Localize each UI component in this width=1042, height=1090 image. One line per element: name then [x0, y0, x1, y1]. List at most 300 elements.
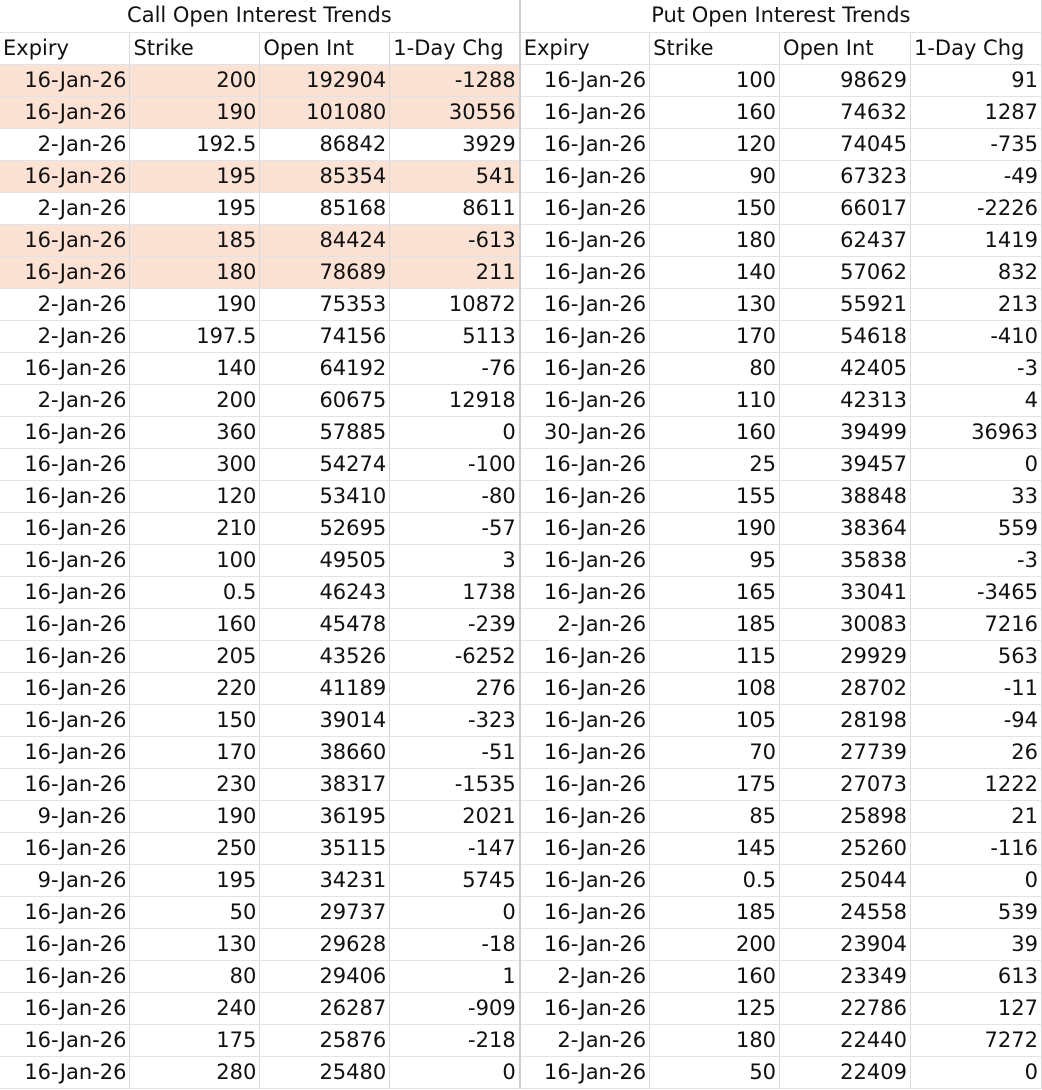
put-open-int-cell[interactable]: 27073 — [780, 768, 911, 800]
call-1-day-chg-cell[interactable]: 276 — [390, 672, 520, 704]
call-strike-cell[interactable]: 80 — [130, 960, 260, 992]
put-strike-cell[interactable]: 160 — [650, 960, 780, 992]
call-strike-cell[interactable]: 192.5 — [130, 128, 260, 160]
table-row — [0, 64, 1042, 96]
put-1-day-chg-cell[interactable]: 7216 — [910, 608, 1041, 640]
call-expiry-cell[interactable]: 16-Jan-26 — [0, 224, 130, 256]
put-1-day-chg-cell[interactable]: 0 — [910, 1056, 1041, 1088]
put-strike-cell[interactable]: 170 — [650, 320, 780, 352]
put-expiry-cell[interactable]: 16-Jan-26 — [520, 384, 650, 416]
call-1-day-chg-cell[interactable]: 211 — [390, 256, 520, 288]
put-open-int-cell[interactable]: 54618 — [780, 320, 911, 352]
table-row — [0, 992, 1042, 1024]
call-open-int-cell[interactable]: 86842 — [260, 128, 390, 160]
put-open-int-cell[interactable]: 22786 — [780, 992, 911, 1024]
call-open-int-cell[interactable]: 43526 — [260, 640, 390, 672]
put-expiry-cell[interactable]: 16-Jan-26 — [520, 928, 650, 960]
put-1-day-chg-cell[interactable]: -11 — [910, 672, 1041, 704]
call-strike-cell[interactable]: 140 — [130, 352, 260, 384]
call-open-int-cell[interactable]: 29628 — [260, 928, 390, 960]
put-expiry-cell[interactable]: 16-Jan-26 — [520, 224, 650, 256]
put-strike-cell[interactable]: 190 — [650, 512, 780, 544]
put-1-day-chg-cell[interactable]: -3 — [910, 352, 1041, 384]
call-strike-cell[interactable]: 195 — [130, 192, 260, 224]
call-1-day-chg-cell[interactable]: -1535 — [390, 768, 520, 800]
put-expiry-cell[interactable]: 16-Jan-26 — [520, 256, 650, 288]
put-header-strike[interactable]: Strike — [650, 32, 780, 64]
put-strike-cell[interactable]: 120 — [650, 128, 780, 160]
put-title[interactable]: Put Open Interest Trends — [520, 0, 1042, 32]
put-expiry-cell[interactable]: 16-Jan-26 — [520, 128, 650, 160]
call-header-open-int[interactable]: Open Int — [260, 32, 390, 64]
call-strike-cell[interactable]: 100 — [130, 544, 260, 576]
table-row — [0, 384, 1042, 416]
call-expiry-cell[interactable]: 16-Jan-26 — [0, 672, 130, 704]
table-row — [0, 1024, 1042, 1056]
put-1-day-chg-cell[interactable]: 1419 — [910, 224, 1041, 256]
call-1-day-chg-cell[interactable]: -613 — [390, 224, 520, 256]
put-strike-cell[interactable]: 95 — [650, 544, 780, 576]
put-expiry-cell[interactable]: 16-Jan-26 — [520, 832, 650, 864]
call-1-day-chg-cell[interactable]: -6252 — [390, 640, 520, 672]
table-row — [0, 672, 1042, 704]
put-expiry-cell[interactable]: 16-Jan-26 — [520, 480, 650, 512]
put-open-int-cell[interactable]: 28198 — [780, 704, 911, 736]
put-strike-cell[interactable]: 180 — [650, 1024, 780, 1056]
put-strike-cell[interactable]: 165 — [650, 576, 780, 608]
call-open-int-cell[interactable]: 39014 — [260, 704, 390, 736]
call-expiry-cell[interactable]: 9-Jan-26 — [0, 800, 130, 832]
table-row — [0, 800, 1042, 832]
call-strike-cell[interactable]: 210 — [130, 512, 260, 544]
call-strike-cell[interactable]: 150 — [130, 704, 260, 736]
call-open-int-cell[interactable]: 29737 — [260, 896, 390, 928]
put-open-int-cell[interactable]: 74632 — [780, 96, 911, 128]
put-open-int-cell[interactable]: 28702 — [780, 672, 911, 704]
put-expiry-cell[interactable]: 16-Jan-26 — [520, 640, 650, 672]
call-expiry-cell[interactable]: 16-Jan-26 — [0, 960, 130, 992]
table-row — [0, 768, 1042, 800]
put-1-day-chg-cell[interactable]: 26 — [910, 736, 1041, 768]
call-open-int-cell[interactable]: 84424 — [260, 224, 390, 256]
call-strike-cell[interactable]: 160 — [130, 608, 260, 640]
put-1-day-chg-cell[interactable]: -3 — [910, 544, 1041, 576]
put-open-int-cell[interactable]: 23904 — [780, 928, 911, 960]
put-1-day-chg-cell[interactable]: 33 — [910, 480, 1041, 512]
call-title[interactable]: Call Open Interest Trends — [0, 0, 520, 32]
put-strike-cell[interactable]: 105 — [650, 704, 780, 736]
put-strike-cell[interactable]: 150 — [650, 192, 780, 224]
call-open-int-cell[interactable]: 26287 — [260, 992, 390, 1024]
put-1-day-chg-cell[interactable]: 213 — [910, 288, 1041, 320]
put-strike-cell[interactable]: 50 — [650, 1056, 780, 1088]
put-expiry-cell[interactable]: 16-Jan-26 — [520, 448, 650, 480]
put-open-int-cell[interactable]: 25044 — [780, 864, 911, 896]
call-open-int-cell[interactable]: 46243 — [260, 576, 390, 608]
call-expiry-cell[interactable]: 2-Jan-26 — [0, 128, 130, 160]
call-1-day-chg-cell[interactable]: -76 — [390, 352, 520, 384]
put-strike-cell[interactable]: 180 — [650, 224, 780, 256]
call-1-day-chg-cell[interactable]: -218 — [390, 1024, 520, 1056]
put-1-day-chg-cell[interactable]: 36963 — [910, 416, 1041, 448]
table-row — [0, 736, 1042, 768]
put-expiry-cell[interactable]: 16-Jan-26 — [520, 192, 650, 224]
put-1-day-chg-cell[interactable]: 39 — [910, 928, 1041, 960]
table-row — [0, 864, 1042, 896]
put-expiry-cell[interactable]: 16-Jan-26 — [520, 288, 650, 320]
table-row — [0, 96, 1042, 128]
table-row — [0, 192, 1042, 224]
call-open-int-cell[interactable]: 25876 — [260, 1024, 390, 1056]
call-strike-cell[interactable]: 190 — [130, 800, 260, 832]
table-row — [0, 224, 1042, 256]
put-header-expiry[interactable]: Expiry — [520, 32, 650, 64]
call-open-int-cell[interactable]: 192904 — [260, 64, 390, 96]
table-row — [0, 608, 1042, 640]
put-expiry-cell[interactable]: 16-Jan-26 — [520, 160, 650, 192]
call-1-day-chg-cell[interactable]: -147 — [390, 832, 520, 864]
put-open-int-cell[interactable]: 39499 — [780, 416, 911, 448]
call-strike-cell[interactable]: 300 — [130, 448, 260, 480]
table-row — [0, 160, 1042, 192]
call-strike-cell[interactable]: 195 — [130, 864, 260, 896]
call-strike-cell[interactable]: 280 — [130, 1056, 260, 1088]
call-expiry-cell[interactable]: 9-Jan-26 — [0, 864, 130, 896]
call-1-day-chg-cell[interactable]: 5745 — [390, 864, 520, 896]
put-strike-cell[interactable]: 0.5 — [650, 864, 780, 896]
put-1-day-chg-cell[interactable]: 4 — [910, 384, 1041, 416]
put-open-int-cell[interactable]: 24558 — [780, 896, 911, 928]
put-strike-cell[interactable]: 155 — [650, 480, 780, 512]
put-strike-cell[interactable]: 90 — [650, 160, 780, 192]
call-strike-cell[interactable]: 195 — [130, 160, 260, 192]
put-expiry-cell[interactable]: 16-Jan-26 — [520, 704, 650, 736]
table-row — [0, 896, 1042, 928]
call-strike-cell[interactable]: 190 — [130, 96, 260, 128]
call-expiry-cell[interactable]: 16-Jan-26 — [0, 768, 130, 800]
put-1-day-chg-cell[interactable]: 0 — [910, 864, 1041, 896]
put-open-int-cell[interactable]: 23349 — [780, 960, 911, 992]
call-1-day-chg-cell[interactable]: 541 — [390, 160, 520, 192]
call-open-int-cell[interactable]: 38660 — [260, 736, 390, 768]
put-open-int-cell[interactable]: 42405 — [780, 352, 911, 384]
call-expiry-cell[interactable]: 16-Jan-26 — [0, 64, 130, 96]
call-expiry-cell[interactable]: 16-Jan-26 — [0, 832, 130, 864]
table-row — [0, 288, 1042, 320]
table-row — [0, 256, 1042, 288]
call-expiry-cell[interactable]: 16-Jan-26 — [0, 256, 130, 288]
call-expiry-cell[interactable]: 16-Jan-26 — [0, 736, 130, 768]
put-1-day-chg-cell[interactable]: 563 — [910, 640, 1041, 672]
call-open-int-cell[interactable]: 78689 — [260, 256, 390, 288]
call-open-int-cell[interactable]: 45478 — [260, 608, 390, 640]
call-strike-cell[interactable]: 360 — [130, 416, 260, 448]
put-open-int-cell[interactable]: 67323 — [780, 160, 911, 192]
put-1-day-chg-cell[interactable]: -2226 — [910, 192, 1041, 224]
put-strike-cell[interactable]: 85 — [650, 800, 780, 832]
put-strike-cell[interactable]: 70 — [650, 736, 780, 768]
table-row — [0, 576, 1042, 608]
call-strike-cell[interactable]: 190 — [130, 288, 260, 320]
call-expiry-cell[interactable]: 16-Jan-26 — [0, 576, 130, 608]
call-1-day-chg-cell[interactable]: 0 — [390, 416, 520, 448]
put-expiry-cell[interactable]: 16-Jan-26 — [520, 64, 650, 96]
header-row — [0, 32, 1042, 64]
put-strike-cell[interactable]: 200 — [650, 928, 780, 960]
put-open-int-cell[interactable]: 33041 — [780, 576, 911, 608]
call-expiry-cell[interactable]: 16-Jan-26 — [0, 352, 130, 384]
put-strike-cell[interactable]: 175 — [650, 768, 780, 800]
call-strike-cell[interactable]: 197.5 — [130, 320, 260, 352]
put-expiry-cell[interactable]: 16-Jan-26 — [520, 896, 650, 928]
table-row — [0, 832, 1042, 864]
call-strike-cell[interactable]: 220 — [130, 672, 260, 704]
put-expiry-cell[interactable]: 16-Jan-26 — [520, 800, 650, 832]
put-1-day-chg-cell[interactable]: 127 — [910, 992, 1041, 1024]
call-expiry-cell[interactable]: 16-Jan-26 — [0, 896, 130, 928]
put-expiry-cell[interactable]: 16-Jan-26 — [520, 864, 650, 896]
call-expiry-cell[interactable]: 2-Jan-26 — [0, 384, 130, 416]
call-open-int-cell[interactable]: 85168 — [260, 192, 390, 224]
call-open-int-cell[interactable]: 53410 — [260, 480, 390, 512]
put-1-day-chg-cell[interactable]: -94 — [910, 704, 1041, 736]
put-strike-cell[interactable]: 130 — [650, 288, 780, 320]
call-strike-cell[interactable]: 175 — [130, 1024, 260, 1056]
call-expiry-cell[interactable]: 16-Jan-26 — [0, 928, 130, 960]
call-1-day-chg-cell[interactable]: -80 — [390, 480, 520, 512]
put-1-day-chg-cell[interactable]: 0 — [910, 448, 1041, 480]
call-strike-cell[interactable]: 250 — [130, 832, 260, 864]
table-row — [0, 320, 1042, 352]
call-strike-cell[interactable]: 185 — [130, 224, 260, 256]
call-1-day-chg-cell[interactable]: -51 — [390, 736, 520, 768]
put-1-day-chg-cell[interactable]: 613 — [910, 960, 1041, 992]
call-expiry-cell[interactable]: 16-Jan-26 — [0, 704, 130, 736]
put-open-int-cell[interactable]: 39457 — [780, 448, 911, 480]
table-row — [0, 448, 1042, 480]
call-expiry-cell[interactable]: 16-Jan-26 — [0, 992, 130, 1024]
call-strike-cell[interactable]: 205 — [130, 640, 260, 672]
put-open-int-cell[interactable]: 57062 — [780, 256, 911, 288]
call-open-int-cell[interactable]: 36195 — [260, 800, 390, 832]
put-1-day-chg-cell[interactable]: 1222 — [910, 768, 1041, 800]
table-row — [0, 416, 1042, 448]
call-1-day-chg-cell[interactable]: -1288 — [390, 64, 520, 96]
call-strike-cell[interactable]: 170 — [130, 736, 260, 768]
call-strike-cell[interactable]: 200 — [130, 384, 260, 416]
put-open-int-cell[interactable]: 62437 — [780, 224, 911, 256]
put-1-day-chg-cell[interactable]: -49 — [910, 160, 1041, 192]
call-1-day-chg-cell[interactable]: 8611 — [390, 192, 520, 224]
call-expiry-cell[interactable]: 16-Jan-26 — [0, 512, 130, 544]
put-open-int-cell[interactable]: 38364 — [780, 512, 911, 544]
put-expiry-cell[interactable]: 16-Jan-26 — [520, 736, 650, 768]
call-strike-cell[interactable]: 130 — [130, 928, 260, 960]
call-expiry-cell[interactable]: 16-Jan-26 — [0, 544, 130, 576]
put-open-int-cell[interactable]: 22409 — [780, 1056, 911, 1088]
call-header-1-day-chg[interactable]: 1-Day Chg — [390, 32, 520, 64]
put-strike-cell[interactable]: 115 — [650, 640, 780, 672]
call-open-int-cell[interactable]: 57885 — [260, 416, 390, 448]
call-1-day-chg-cell[interactable]: 0 — [390, 896, 520, 928]
call-open-int-cell[interactable]: 34231 — [260, 864, 390, 896]
call-expiry-cell[interactable]: 16-Jan-26 — [0, 448, 130, 480]
put-strike-cell[interactable]: 80 — [650, 352, 780, 384]
call-open-int-cell[interactable]: 101080 — [260, 96, 390, 128]
put-1-day-chg-cell[interactable]: -410 — [910, 320, 1041, 352]
call-strike-cell[interactable]: 240 — [130, 992, 260, 1024]
put-expiry-cell[interactable]: 16-Jan-26 — [520, 544, 650, 576]
call-header-strike[interactable]: Strike — [130, 32, 260, 64]
call-open-int-cell[interactable]: 60675 — [260, 384, 390, 416]
call-1-day-chg-cell[interactable]: 5113 — [390, 320, 520, 352]
put-strike-cell[interactable]: 160 — [650, 96, 780, 128]
put-open-int-cell[interactable]: 35838 — [780, 544, 911, 576]
table-row — [0, 928, 1042, 960]
call-expiry-cell[interactable]: 16-Jan-26 — [0, 1056, 130, 1088]
put-1-day-chg-cell[interactable]: 539 — [910, 896, 1041, 928]
call-expiry-cell[interactable]: 2-Jan-26 — [0, 320, 130, 352]
put-expiry-cell[interactable]: 16-Jan-26 — [520, 352, 650, 384]
call-open-int-cell[interactable]: 38317 — [260, 768, 390, 800]
call-expiry-cell[interactable]: 16-Jan-26 — [0, 1024, 130, 1056]
put-1-day-chg-cell[interactable]: -116 — [910, 832, 1041, 864]
put-open-int-cell[interactable]: 74045 — [780, 128, 911, 160]
put-open-int-cell[interactable]: 25898 — [780, 800, 911, 832]
call-open-int-cell[interactable]: 35115 — [260, 832, 390, 864]
put-open-int-cell[interactable]: 30083 — [780, 608, 911, 640]
put-expiry-cell[interactable]: 16-Jan-26 — [520, 576, 650, 608]
put-1-day-chg-cell[interactable]: -3465 — [910, 576, 1041, 608]
put-open-int-cell[interactable]: 98629 — [780, 64, 911, 96]
put-strike-cell[interactable]: 125 — [650, 992, 780, 1024]
title-row — [0, 0, 1042, 32]
call-1-day-chg-cell[interactable]: 2021 — [390, 800, 520, 832]
put-1-day-chg-cell[interactable]: 21 — [910, 800, 1041, 832]
put-expiry-cell[interactable]: 16-Jan-26 — [520, 1056, 650, 1088]
put-strike-cell[interactable]: 100 — [650, 64, 780, 96]
call-strike-cell[interactable]: 50 — [130, 896, 260, 928]
put-open-int-cell[interactable]: 25260 — [780, 832, 911, 864]
put-strike-cell[interactable]: 25 — [650, 448, 780, 480]
put-strike-cell[interactable]: 160 — [650, 416, 780, 448]
put-expiry-cell[interactable]: 16-Jan-26 — [520, 320, 650, 352]
put-1-day-chg-cell[interactable]: 7272 — [910, 1024, 1041, 1056]
put-expiry-cell[interactable]: 16-Jan-26 — [520, 768, 650, 800]
put-open-int-cell[interactable]: 22440 — [780, 1024, 911, 1056]
put-header-1-day-chg[interactable]: 1-Day Chg — [910, 32, 1041, 64]
call-open-int-cell[interactable]: 49505 — [260, 544, 390, 576]
call-strike-cell[interactable]: 200 — [130, 64, 260, 96]
call-1-day-chg-cell[interactable]: -57 — [390, 512, 520, 544]
call-open-int-cell[interactable]: 85354 — [260, 160, 390, 192]
call-1-day-chg-cell[interactable]: -18 — [390, 928, 520, 960]
put-strike-cell[interactable]: 110 — [650, 384, 780, 416]
call-expiry-cell[interactable]: 16-Jan-26 — [0, 96, 130, 128]
call-1-day-chg-cell[interactable]: 3929 — [390, 128, 520, 160]
call-open-int-cell[interactable]: 41189 — [260, 672, 390, 704]
put-expiry-cell[interactable]: 16-Jan-26 — [520, 96, 650, 128]
put-expiry-cell[interactable]: 2-Jan-26 — [520, 960, 650, 992]
put-open-int-cell[interactable]: 38848 — [780, 480, 911, 512]
call-1-day-chg-cell[interactable]: 1 — [390, 960, 520, 992]
put-expiry-cell[interactable]: 16-Jan-26 — [520, 512, 650, 544]
call-expiry-cell[interactable]: 16-Jan-26 — [0, 160, 130, 192]
put-strike-cell[interactable]: 145 — [650, 832, 780, 864]
call-1-day-chg-cell[interactable]: 10872 — [390, 288, 520, 320]
call-expiry-cell[interactable]: 16-Jan-26 — [0, 608, 130, 640]
put-strike-cell[interactable]: 185 — [650, 608, 780, 640]
call-expiry-cell[interactable]: 16-Jan-26 — [0, 480, 130, 512]
put-open-int-cell[interactable]: 27739 — [780, 736, 911, 768]
call-1-day-chg-cell[interactable]: -239 — [390, 608, 520, 640]
call-open-int-cell[interactable]: 25480 — [260, 1056, 390, 1088]
call-1-day-chg-cell[interactable]: 30556 — [390, 96, 520, 128]
put-1-day-chg-cell[interactable]: 559 — [910, 512, 1041, 544]
call-strike-cell[interactable]: 180 — [130, 256, 260, 288]
put-expiry-cell[interactable]: 2-Jan-26 — [520, 1024, 650, 1056]
call-1-day-chg-cell[interactable]: 3 — [390, 544, 520, 576]
table-row — [0, 704, 1042, 736]
table-row — [0, 640, 1042, 672]
call-1-day-chg-cell[interactable]: -100 — [390, 448, 520, 480]
put-open-int-cell[interactable]: 55921 — [780, 288, 911, 320]
put-strike-cell[interactable]: 185 — [650, 896, 780, 928]
call-strike-cell[interactable]: 120 — [130, 480, 260, 512]
put-1-day-chg-cell[interactable]: -735 — [910, 128, 1041, 160]
put-expiry-cell[interactable]: 16-Jan-26 — [520, 992, 650, 1024]
table-row — [0, 480, 1042, 512]
call-open-int-cell[interactable]: 75353 — [260, 288, 390, 320]
put-expiry-cell[interactable]: 2-Jan-26 — [520, 608, 650, 640]
call-open-int-cell[interactable]: 74156 — [260, 320, 390, 352]
put-header-open-int[interactable]: Open Int — [780, 32, 911, 64]
table-row — [0, 960, 1042, 992]
call-open-int-cell[interactable]: 54274 — [260, 448, 390, 480]
put-open-int-cell[interactable]: 66017 — [780, 192, 911, 224]
call-1-day-chg-cell[interactable]: 0 — [390, 1056, 520, 1088]
put-1-day-chg-cell[interactable]: 832 — [910, 256, 1041, 288]
put-1-day-chg-cell[interactable]: 1287 — [910, 96, 1041, 128]
call-expiry-cell[interactable]: 2-Jan-26 — [0, 288, 130, 320]
put-expiry-cell[interactable]: 16-Jan-26 — [520, 672, 650, 704]
table-row — [0, 544, 1042, 576]
call-strike-cell[interactable]: 230 — [130, 768, 260, 800]
put-expiry-cell[interactable]: 30-Jan-26 — [520, 416, 650, 448]
table-row — [0, 128, 1042, 160]
call-1-day-chg-cell[interactable]: 12918 — [390, 384, 520, 416]
call-expiry-cell[interactable]: 2-Jan-26 — [0, 192, 130, 224]
table-row — [0, 1056, 1042, 1088]
put-1-day-chg-cell[interactable]: 91 — [910, 64, 1041, 96]
call-header-expiry[interactable]: Expiry — [0, 32, 130, 64]
call-strike-cell[interactable]: 0.5 — [130, 576, 260, 608]
call-open-int-cell[interactable]: 52695 — [260, 512, 390, 544]
put-open-int-cell[interactable]: 42313 — [780, 384, 911, 416]
call-open-int-cell[interactable]: 64192 — [260, 352, 390, 384]
call-1-day-chg-cell[interactable]: -909 — [390, 992, 520, 1024]
table-row — [0, 352, 1042, 384]
call-expiry-cell[interactable]: 16-Jan-26 — [0, 416, 130, 448]
call-1-day-chg-cell[interactable]: -323 — [390, 704, 520, 736]
put-open-int-cell[interactable]: 29929 — [780, 640, 911, 672]
put-strike-cell[interactable]: 140 — [650, 256, 780, 288]
call-1-day-chg-cell[interactable]: 1738 — [390, 576, 520, 608]
table-row — [0, 512, 1042, 544]
call-expiry-cell[interactable]: 16-Jan-26 — [0, 640, 130, 672]
put-strike-cell[interactable]: 108 — [650, 672, 780, 704]
call-open-int-cell[interactable]: 29406 — [260, 960, 390, 992]
